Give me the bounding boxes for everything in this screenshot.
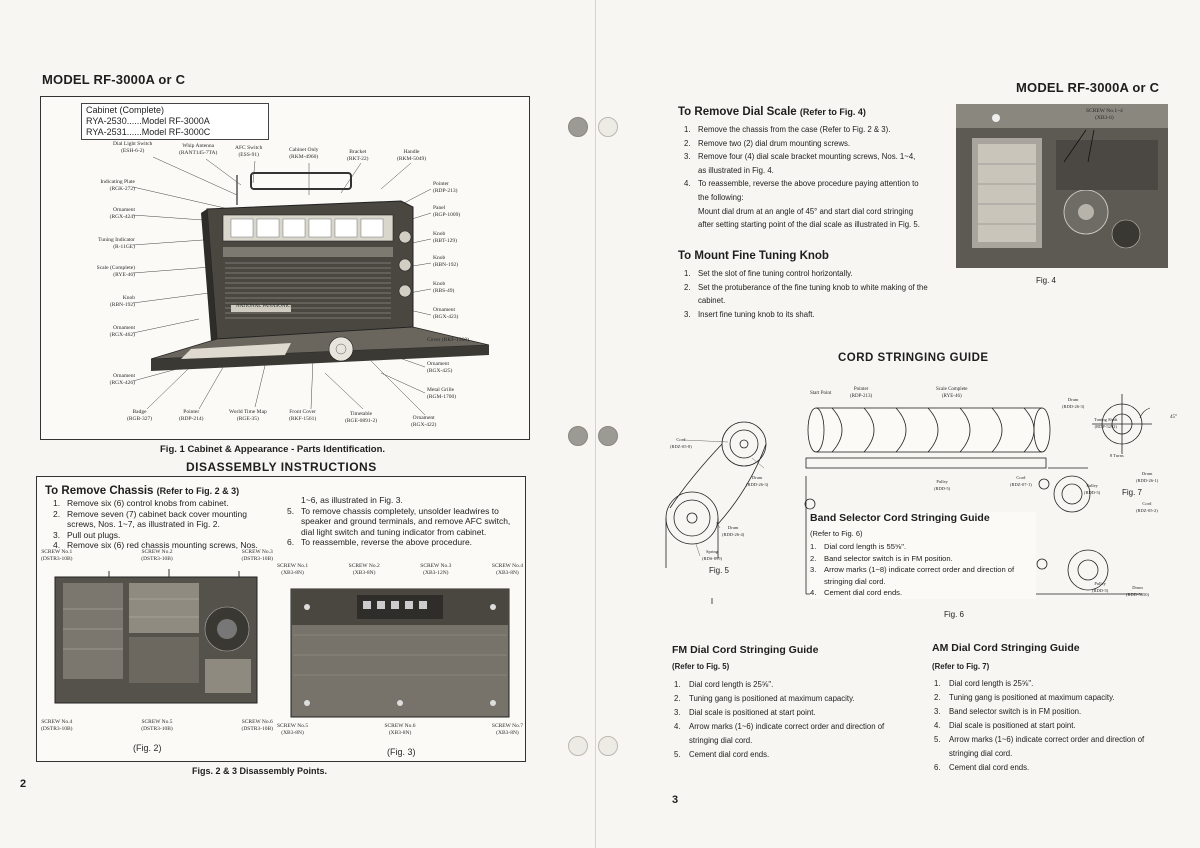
remove-chassis-steps: [45, 498, 275, 551]
step-number: 4.: [53, 540, 61, 550]
step-text: Arrow marks (1~8) indicate correct order and direction of stringing dial cord.: [824, 565, 1015, 586]
band-selector-steps: [810, 541, 1036, 599]
screw-label: SCREW No.1 (XB3-8N): [277, 563, 309, 576]
step-number: 1.: [674, 680, 681, 689]
fig4-photo: [956, 104, 1168, 268]
step-text: Pull out plugs.: [67, 529, 121, 540]
fig2: [41, 549, 273, 761]
step-item: [810, 553, 1036, 565]
fig7-caption: Fig. 7: [1122, 488, 1143, 497]
binder-hole: [598, 426, 618, 446]
callout-tuning-indicator: Tuning Indicator (R-11GE): [98, 237, 135, 250]
fig5-label-cord: Cord (RDZ-05-8): [670, 437, 692, 449]
step-text: Set the protuberance of the fine tuning knob to white making of the cabinet.: [698, 282, 928, 306]
fig6-label-pulley-left: Pulley (RDD-5): [934, 479, 951, 491]
am-guide-ref: (Refer to Fig. 7): [932, 662, 990, 671]
step-number: 2.: [53, 508, 61, 519]
step-item: [287, 537, 517, 548]
am-guide-steps: [932, 677, 1172, 775]
callout-ornament-423: Ornament (RGX-423): [433, 307, 459, 320]
screw-label: SCREW No.2 (XB3-8N): [348, 563, 380, 576]
fig6-label-tuning-shaft: Tuning Shaft (RDP-5292): [1094, 417, 1118, 429]
binder-hole: [568, 117, 588, 137]
fig6-label-drum-right: Drum (RDD-26-1): [1136, 471, 1159, 483]
screw-label: SCREW No.5 (XB3-8N): [277, 723, 309, 736]
step-item: [810, 564, 1036, 587]
callout-pointer-bottom: Pointer (RDP-214): [179, 409, 204, 422]
step-number: 3.: [674, 708, 681, 717]
cord-guide-heading: CORD STRINGING GUIDE: [838, 352, 989, 364]
step-number: 2.: [674, 694, 681, 703]
step-item: [53, 509, 275, 530]
model-title-right: MODEL RF-3000A or C: [1016, 80, 1160, 95]
step-number: 2.: [810, 553, 817, 563]
fig5-label-spring: Spring (RDS-899): [702, 549, 722, 561]
fm-guide-steps: [672, 678, 904, 762]
step-item: [672, 678, 904, 692]
step-item: [932, 677, 1172, 691]
callout-whip-antenna: Whip Antenna (RANT145-7TA): [179, 143, 218, 156]
screw-label: SCREW No.5 (DSTR3-10B): [141, 719, 173, 732]
callout-timetable: Timetable (RGE-0891-2): [345, 411, 378, 424]
right-page: [596, 0, 1200, 848]
step-item: [684, 205, 924, 232]
fig4-caption: Fig. 4: [1036, 276, 1057, 285]
step-text: Dial cord length is 55⅝".: [824, 542, 907, 551]
step-number: 6.: [934, 763, 941, 772]
fig6-label-cord: Cord (RDZ-07-1): [1010, 475, 1032, 487]
fig3-label: (Fig. 3): [387, 747, 416, 757]
step-item: [672, 706, 904, 720]
fig5-caption: Fig. 5: [709, 566, 730, 575]
fig6-label-scale-complete: Scale Complete (RYE-46): [936, 387, 968, 399]
callout-scale-complete: Scale (Complete) (RYE-46): [96, 265, 135, 278]
step-text: Remove six (6) red chassis mounting screws, Nos.: [67, 540, 258, 550]
fig6-label-8-turns: 8 Turns: [1110, 453, 1124, 458]
fig6-label-angle: 45°: [1170, 415, 1177, 420]
callout-bracket: Bracket (RKT-22): [347, 149, 369, 162]
step-item: [672, 692, 904, 706]
step-item: [53, 498, 275, 509]
step-number: 3.: [934, 707, 941, 716]
callout-dial-light-switch: Dial Light Switch (ESH-6-2): [113, 141, 153, 154]
band-selector-guide: [810, 512, 1036, 599]
fig6-label-start-point: Start Point: [810, 391, 832, 396]
step-item: [53, 530, 275, 541]
screw-label: SCREW No.6 (XB3-8N): [384, 723, 416, 736]
step-number: 4.: [684, 179, 691, 189]
callout-world-time-map: World Time Map (RGE-35): [229, 409, 267, 422]
step-text: Dial scale is positioned at start point.: [689, 708, 816, 717]
step-item: [932, 691, 1172, 705]
step-number: 5.: [287, 505, 295, 516]
step-number: 2.: [934, 693, 941, 702]
callout-front-cover: Front Cover (RKF-1561): [289, 409, 317, 422]
step-number: 1.: [684, 125, 691, 134]
fig5-label-drum: Drum (RDD-26-3): [746, 475, 769, 487]
fig6-label-drum-bottom: Drum (RDD-5050): [1126, 585, 1149, 597]
fig23-caption: Figs. 2 & 3 Disassembly Points.: [192, 766, 328, 776]
callout-afc-switch: AFC Switch (ESS-91): [235, 145, 263, 158]
step-number: [684, 205, 698, 232]
fm-guide: [672, 644, 904, 762]
callout-knob-192-right: Knob (RBN-192): [433, 255, 459, 268]
screw-label: SCREW No.3 (XB3-12N): [420, 563, 452, 576]
step-number: 1.: [684, 269, 691, 278]
step-number: 5.: [674, 750, 681, 759]
step-text: Remove six (6) control knobs from cabinet.: [67, 498, 229, 508]
fig1-frame: [40, 96, 530, 440]
model-title-left: MODEL RF-3000A or C: [42, 72, 186, 87]
step-item: [932, 705, 1172, 719]
remove-dial-scale-steps: [678, 123, 924, 232]
fig4-screw-label: SCREW No.1~4 (XB3-6): [1086, 108, 1123, 121]
step-text: Insert fine tuning knob to its shaft.: [698, 309, 815, 319]
callout-ornament-425: Ornament (RGX-425): [427, 361, 453, 374]
step-item: [932, 761, 1172, 775]
step-text: 1~6, as illustrated in Fig. 3.: [301, 495, 403, 505]
screw-label: SCREW No.4 (XB3-8N): [491, 563, 523, 576]
step-text: Dial cord length is 25⅝".: [949, 679, 1034, 688]
band-selector-ref: (Refer to Fig. 6): [810, 529, 863, 538]
step-item: [684, 267, 928, 281]
callout-metal-grille: Metal Grille (RGM-1700): [427, 387, 457, 400]
fig6-label-pulley-mid: Pulley (RDD-5): [1084, 483, 1101, 495]
remove-dial-scale: [678, 106, 924, 232]
step-item: [287, 495, 517, 506]
fig6-label-pulley-bottom: Pulley (RDD-5): [1092, 581, 1109, 593]
callout-pointer-right: Pointer (RDP-213): [433, 181, 458, 194]
parts-box-line1: RYA-2530......Model RF-3000A: [86, 116, 210, 126]
callout-indicating-plate: Indicating Plate (RGK-272): [100, 179, 135, 192]
fig2-label: (Fig. 2): [133, 743, 162, 753]
binder-hole: [598, 736, 618, 756]
step-text: To reassemble, reverse the above procedure.: [301, 537, 473, 547]
callout-badge: Badge (RGB-327): [127, 409, 153, 422]
remove-chassis-col1: [45, 485, 275, 551]
fine-tuning: [678, 250, 928, 321]
step-item: [684, 308, 928, 322]
binder-hole: [598, 117, 618, 137]
screw-label: SCREW No.7 (XB3-8N): [491, 723, 523, 736]
callout-knob-49: Knob (RBS-49): [433, 281, 455, 294]
step-number: 3.: [684, 309, 691, 319]
fig3-rear-photo: [287, 585, 513, 725]
step-text: Cement dial cord ends.: [689, 750, 770, 759]
step-text: Cement dial cord ends.: [824, 588, 903, 597]
remove-chassis-title: To Remove Chassis (Refer to Fig. 2 & 3): [45, 485, 240, 497]
step-item: [932, 719, 1172, 733]
step-item: [810, 541, 1036, 553]
step-number: 4.: [934, 721, 941, 730]
parts-box-title: Cabinet (Complete): [86, 105, 165, 115]
page-number-left: 2: [20, 778, 27, 790]
binder-hole: [568, 736, 588, 756]
step-number: 3.: [53, 529, 61, 540]
step-text: Cement dial cord ends.: [949, 763, 1030, 772]
callout-cover: Cover (RKF-1560): [427, 337, 470, 343]
screw-label: SCREW No.1 (DSTR3-10B): [41, 549, 73, 562]
callout-panel: Panel (RGP-1009): [433, 205, 461, 218]
step-text: To remove chassis completely, unsolder leadwires to speaker and ground terminals, and remove AFC switch, dial light switch and tuning indicator from cabinet.: [301, 505, 511, 537]
step-text: Tuning gang is positioned at maximum capacity.: [689, 694, 855, 703]
step-item: [684, 177, 924, 204]
step-text: Tuning gang is positioned at maximum capacity.: [949, 693, 1115, 702]
step-number: 4.: [674, 722, 681, 731]
step-text: To reassemble, reverse the above procedure paying attention to the following:: [698, 179, 919, 202]
fig2-chassis-photo: [49, 569, 263, 707]
step-text: Band selector switch is in FM position.: [824, 553, 953, 563]
binder-hole: [568, 426, 588, 446]
parts-box-line2: RYA-2531......Model RF-3000C: [86, 127, 211, 137]
step-text: Mount dial drum at an angle of 45° and start dial cord stringing after setting starting point of the dial scale as illustrated in Fig. 5.: [698, 206, 920, 230]
step-item: [684, 137, 924, 151]
callout-ornament-426: Ornament (RGX-426): [109, 373, 135, 386]
step-number: 1.: [810, 542, 817, 551]
step-text: Remove the chassis from the case (Refer to Fig. 2 & 3).: [698, 125, 891, 134]
callout-ornament-462: Ornament (RGX-462): [109, 325, 135, 338]
step-text: Set the slot of fine tuning control horizontally.: [698, 269, 853, 278]
step-item: [287, 506, 517, 538]
callout-ornament-424: Ornament (RGX-424): [109, 207, 135, 220]
step-number: 2.: [684, 282, 691, 292]
step-number: 1.: [934, 679, 941, 688]
page-number-right: 3: [672, 794, 679, 806]
screw-label: SCREW No.4 (DSTR3-10B): [41, 719, 73, 732]
band-selector-title: Band Selector Cord Stringing Guide: [810, 512, 990, 524]
step-number: 5.: [934, 735, 941, 744]
am-guide-title: AM Dial Cord Stringing Guide: [932, 642, 1080, 654]
fm-guide-title: FM Dial Cord Stringing Guide: [672, 644, 819, 656]
fig6-label-cord-right: Cord (RDZ-05-2): [1136, 501, 1158, 513]
step-item: [672, 720, 904, 748]
step-item: [810, 587, 1036, 599]
step-text: Remove two (2) dial drum mounting screws.: [698, 138, 851, 148]
screw-label: SCREW No.3 (DSTR3-10B): [241, 549, 273, 562]
step-text: Band selector switch is in FM position.: [949, 707, 1082, 716]
step-text: Dial scale is positioned at start point.: [949, 721, 1076, 730]
fig5-label-drum2: Drum (RDD-26-4): [722, 525, 745, 537]
step-number: [287, 495, 301, 506]
step-text: Arrow marks (1~6) indicate correct order and direction of stringing dial cord.: [949, 735, 1145, 758]
remove-chassis-col2: [287, 495, 517, 548]
disassembly-heading: DISASSEMBLY INSTRUCTIONS: [186, 460, 377, 474]
step-text: Dial cord length is 25⅝".: [689, 680, 774, 689]
step-number: 3.: [684, 152, 691, 162]
remove-chassis-steps-cont: [287, 495, 517, 548]
fine-tuning-steps: [678, 267, 928, 321]
step-item: [684, 123, 924, 137]
fig6-label-pointer: Pointer (RDP-213): [850, 387, 873, 399]
step-number: 3.: [810, 565, 817, 574]
fig1-caption: Fig. 1 Cabinet & Appearance - Parts Identification.: [160, 444, 386, 455]
disassembly-frame: [36, 476, 526, 762]
left-page: [0, 0, 596, 848]
callout-knob-192-left: Knob (RBN-192): [109, 295, 135, 308]
step-item: [932, 733, 1172, 761]
remove-dial-scale-title: To Remove Dial Scale (Refer to Fig. 4): [678, 106, 866, 118]
step-item: [672, 748, 904, 762]
step-item: [684, 281, 928, 308]
step-item: [684, 150, 924, 177]
step-text: Remove seven (7) cabinet back cover mounting screws, Nos. 1~7, as illustrated in Fig. 2.: [67, 508, 248, 529]
step-number: 6.: [287, 537, 295, 547]
callout-knob-129: Knob (RBT-129): [433, 231, 457, 244]
fine-tuning-title: To Mount Fine Tuning Knob: [678, 250, 829, 262]
screw-label: SCREW No.6 (DSTR3-10B): [241, 719, 273, 732]
callout-handle: Handle (RKM-5049): [397, 149, 427, 162]
callout-cabinet-only: Cabinet Only (RKM-4960): [289, 147, 319, 160]
fig6-label-drum-top: Drum (RDD-26-3): [1062, 397, 1085, 409]
callout-ornament-422-bottom: Ornament (RGX-422): [411, 415, 437, 428]
step-number: 4.: [810, 588, 817, 597]
step-number: 2.: [684, 138, 691, 148]
step-text: Remove four (4) dial scale bracket mounting screws, Nos. 1~4, as illustrated in Fig. 4.: [698, 152, 916, 175]
radio-badge: NATIONAL PANASONIC: [236, 304, 291, 309]
fig6-caption: Fig. 6: [944, 610, 965, 619]
fig3: [277, 563, 523, 759]
screw-label: SCREW No.2 (DSTR3-10B): [141, 549, 173, 562]
fm-guide-ref: (Refer to Fig. 5): [672, 662, 730, 671]
step-text: Arrow marks (1~6) indicate correct order and direction of stringing dial cord.: [689, 722, 885, 745]
step-number: 1.: [53, 498, 61, 508]
am-guide: [932, 642, 1172, 775]
